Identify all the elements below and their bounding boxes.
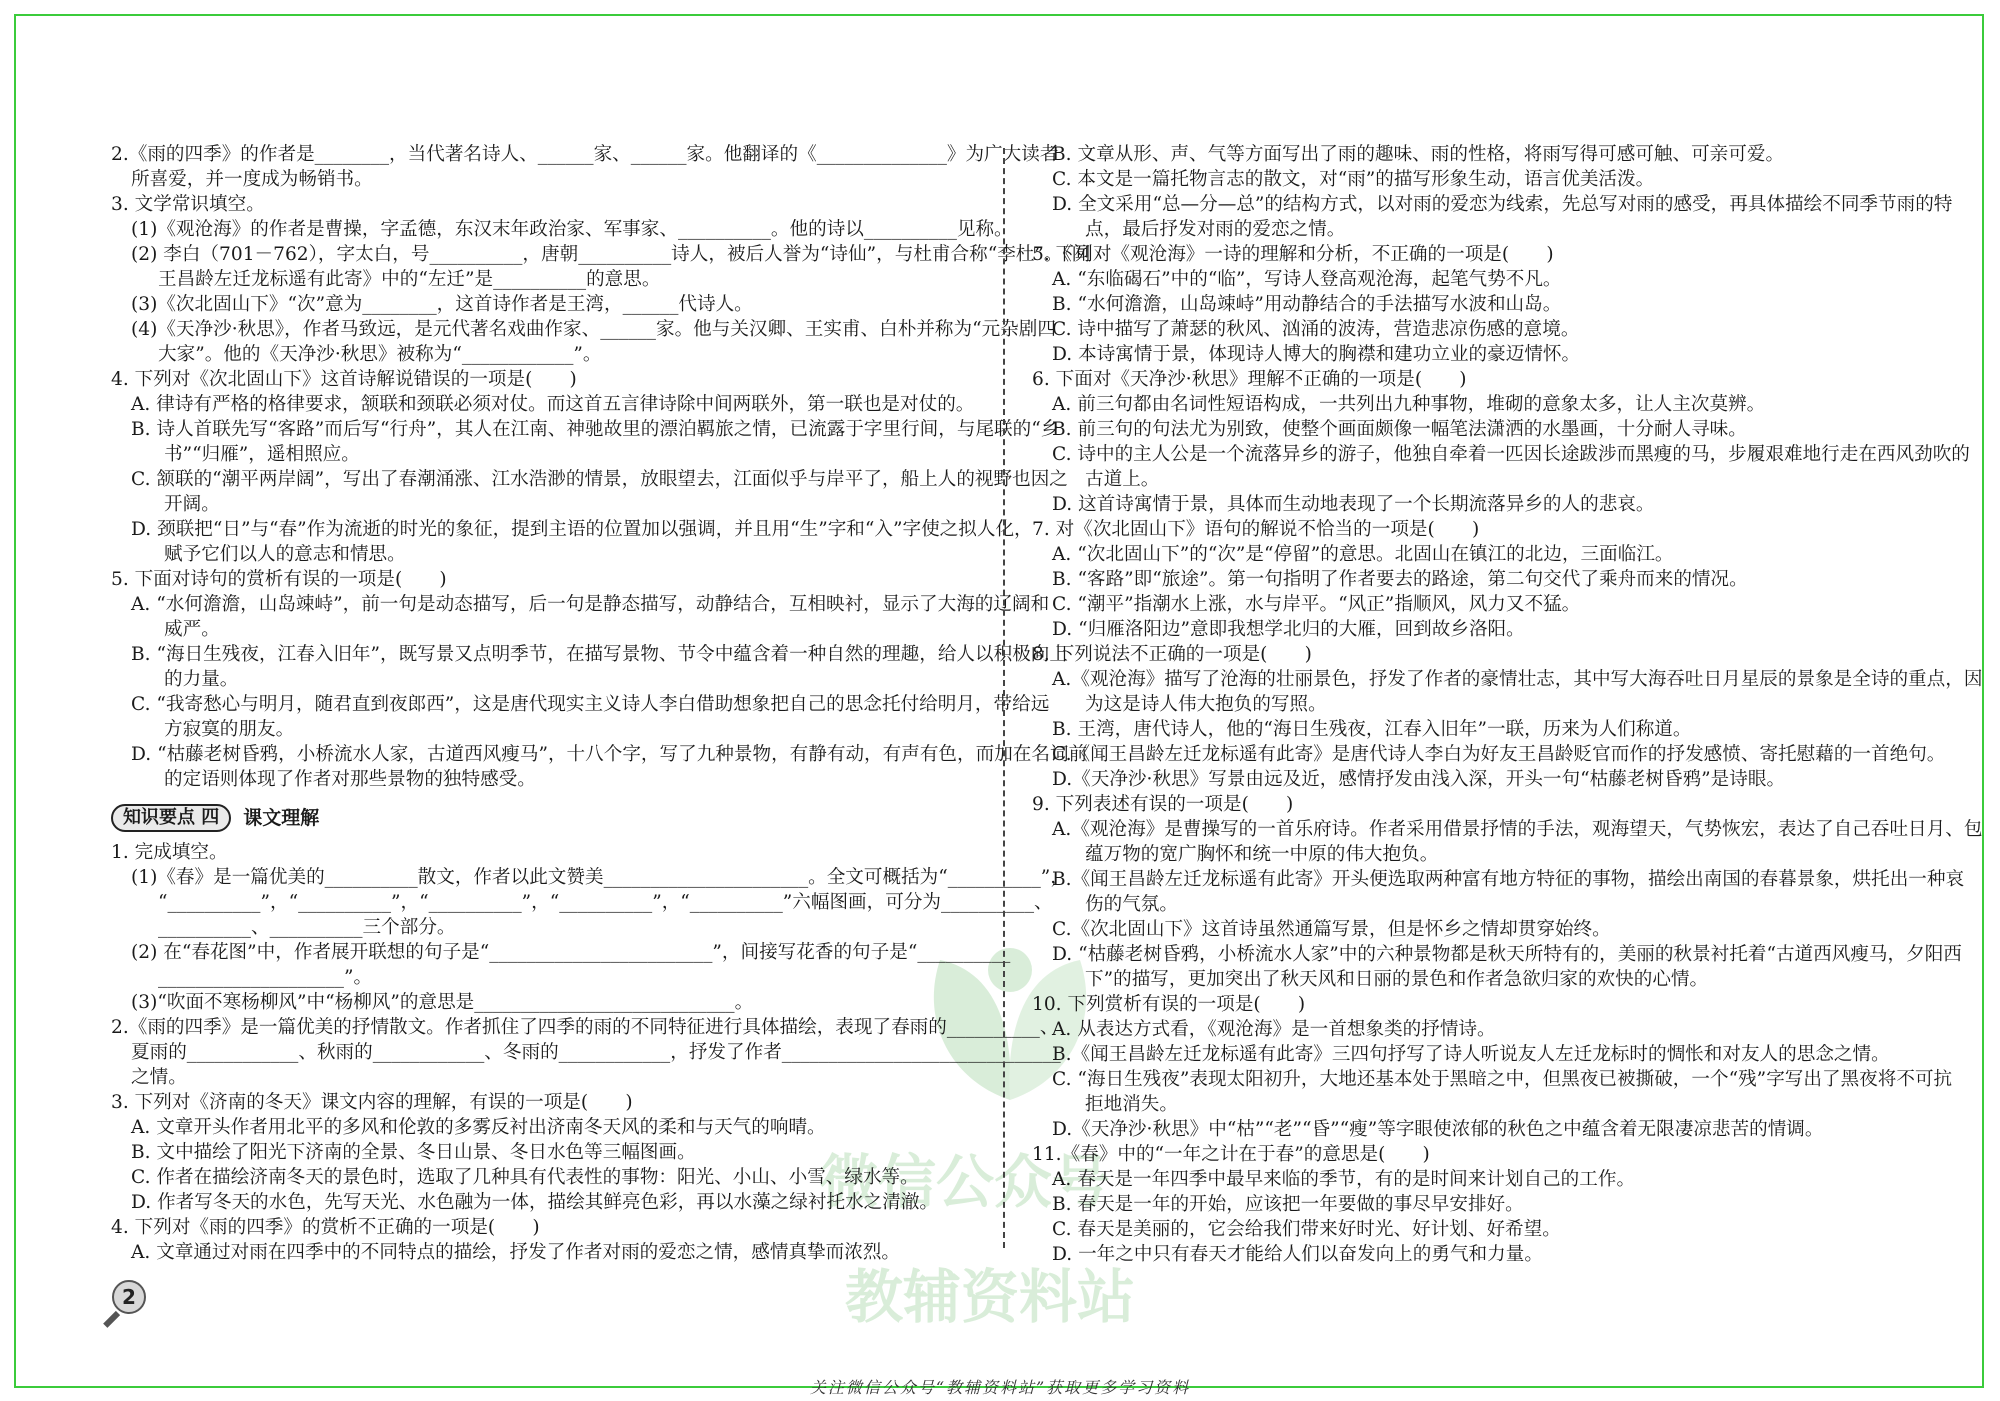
text-line: C.《闻王昌龄左迁龙标遥有此寄》是唐代诗人李白为好友王昌龄贬官而作的抒发感愤、寄托慰藉的一首绝句。 [1052,744,1946,765]
watermark-line2: 教辅资料站 [845,1263,1136,1331]
text-line: (3)《次北固山下》“次”意为________，这首诗作者是王湾，______代诗人。 [131,294,753,315]
text-line: 2.《雨的四季》是一篇优美的抒情散文。作者抓住了四季的雨的不同特征进行具体描绘，表现了春雨的__________、 [111,1017,1059,1038]
text-line: A. 文章通过对雨在四季中的不同特点的描绘，抒发了作者对雨的爱恋之情，感情真挚而浓烈。 [131,1242,901,1263]
text-line: A. 文章开头作者用北平的多风和伦敦的多雾反衬出济南冬天风的柔和与天气的响晴。 [131,1117,826,1138]
text-line: C. “海日生残夜”表现太阳初升，大地还基本处于黑暗之中，但黑夜已被撕破，一个“残”字写出了黑夜将不可抗 [1052,1069,1953,1090]
text-line: 王昌龄左迁龙标遥有此寄》中的“左迁”是__________的意思。 [158,269,661,290]
text-line: 8. 下列说法不正确的一项是( ) [1032,644,1312,665]
text-line: 3. 文学常识填空。 [111,194,265,215]
text-line: D. “枯藤老树昏鸦，小桥流水人家”中的六种景物都是秋天所特有的，美丽的秋景衬托着“古道西风瘦马，夕阳西 [1052,944,1962,965]
text-line: 3. 下列对《济南的冬天》课文内容的理解，有误的一项是( ) [111,1092,633,1113]
text-line: 2.《雨的四季》的作者是________，当代著名诗人、______家、______家。他翻译的《______________》为广大读者 [111,144,1059,165]
text-line: D. 这首诗寓情于景，具体而生动地表现了一个长期流落异乡的人的悲哀。 [1052,494,1655,515]
text-line: 6. 下面对《天净沙·秋思》理解不正确的一项是( ) [1032,369,1467,390]
text-line: 之情。 [131,1067,187,1088]
text-line: “__________”，“__________”，“__________”，“__________”，“__________”六幅图画，可分为__________、 [158,892,1053,913]
text-line: C. 诗中描写了萧瑟的秋风、汹涌的波涛，营造悲凉伤感的意境。 [1052,319,1580,340]
right-column [1032,142,1983,1267]
text-line: 下”的描写，更加突出了秋天风和日丽的景色和作者急欲归家的欢快的心情。 [1085,969,1709,990]
text-line: 9. 下列表述有误的一项是( ) [1032,794,1294,815]
text-line: ____________________”。 [158,967,373,988]
text-line: B. 文中描绘了阳光下济南的全景、冬日山景、冬日水色等三幅图画。 [131,1142,696,1163]
text-line: B. 文章从形、声、气等方面写出了雨的趣味、雨的性格，将雨写得可感可触、可亲可爱。 [1052,144,1785,165]
text-line: 方寂寞的朋友。 [164,719,295,740]
text-line: 11.《春》中的“一年之计在于春”的意思是( ) [1032,1144,1430,1165]
text-line: B. “海日生残夜，江春入旧年”，既写景又点明季节，在描写景物、节令中蕴含着一种自然的理趣，给人以积极向上 [131,644,1068,665]
text-line: A.《观沧海》是曹操写的一首乐府诗。作者采用借景抒情的手法，观海望天，气势恢宏，表达了自己吞吐日月、包 [1052,819,1983,840]
text-line: B. 王湾，唐代诗人，他的“海日生残夜，江春入旧年”一联，历来为人们称道。 [1052,719,1692,740]
text-line: A. “水何澹澹，山岛竦峙”，前一句是动态描写，后一句是静态描写，动静结合，互相映衬，显示了大海的辽阔和 [131,594,1050,615]
text-line: 的定语则体现了作者对那些景物的独特感受。 [164,769,536,790]
text-line: B. “客路”即“旅途”。第一句指明了作者要去的路途，第二句交代了乘舟而来的情况。 [1052,569,1748,590]
page-number: 2 [112,1280,146,1314]
text-line: 夏雨的____________、秋雨的____________、冬雨的____________，抒发了作者______________________________ [131,1042,1061,1063]
text-line: 点，最后抒发对雨的爱恋之情。 [1085,219,1346,240]
text-line: C. 春天是美丽的，它会给我们带来好时光、好计划、好希望。 [1052,1219,1561,1240]
text-line: D. “归雁洛阳边”意即我想学北归的大雁，回到故乡洛阳。 [1052,619,1525,640]
text-line: 7. 对《次北固山下》语句的解说不恰当的一项是( ) [1032,519,1480,540]
text-line: A. 律诗有严格的格律要求，颔联和颈联必须对仗。而这首五言律诗除中间两联外，第一联也是对仗的。 [131,394,975,415]
magnifier-handle-icon [103,1311,120,1328]
text-line: 5. 下面对诗句的赏析有误的一项是( ) [111,569,447,590]
text-line: 4. 下列对《雨的四季》的赏析不正确的一项是( ) [111,1217,540,1238]
text-line: 1. 完成填空。 [111,842,228,863]
text-line: 10. 下列赏析有误的一项是( ) [1032,994,1306,1015]
text-line: D. 本诗寓情于景，体现诗人博大的胸襟和建功立业的豪迈情怀。 [1052,344,1581,365]
text-line: C. “我寄愁心与明月，随君直到夜郎西”，这是唐代现实主义诗人李白借助想象把自己的思念托付给明月，带给远 [131,694,1050,715]
text-line: 蕴万物的宽广胸怀和统一中原的伟大抱负。 [1085,844,1439,865]
text-line: (1)《观沧海》的作者是曹操，字孟德，东汉末年政治家、军事家、__________。他的诗以__________见称。 [131,219,1013,240]
text-line: A. 前三句都由名词性短语构成，一共列出九种事物，堆砌的意象太多，让人主次莫辨。 [1052,394,1766,415]
text-line: (1)《春》是一篇优美的__________散文，作者以此文赞美______________________。全文可概括为“__________”， [131,867,1069,888]
text-line: D.《天净沙·秋思》写景由远及近，感情抒发由浅入深，开头一句“枯藤老树昏鸦”是诗眼。 [1052,769,1786,790]
text-line: 书”“归雁”，遥相照应。 [164,444,360,465]
text-line: A. “次北固山下”的“次”是“停留”的意思。北固山在镇江的北边，三面临江。 [1052,544,1674,565]
text-line: (2) 在“春花图”中，作者展开联想的句子是“________________________”，间接写花香的句子是“__________ [131,942,1011,963]
text-line: C. 诗中的主人公是一个流落异乡的游子，他独自牵着一匹因长途跋涉而黑瘦的马，步履艰难地行走在西风劲吹的 [1052,444,1970,465]
text-line: D. 全文采用“总—分—总”的结构方式，以对雨的爱恋为线索，先总写对雨的感受，再具体描绘不同季节雨的特 [1052,194,1953,215]
text-line: D. 颈联把“日”与“春”作为流逝的时光的象征，提到主语的位置加以强调，并且用“生”字和“入”字使之拟人化， [131,519,1033,540]
text-line: 威严。 [164,619,220,640]
left-column [111,142,1091,1265]
text-line: C. 本文是一篇托物言志的散文，对“雨”的描写形象生动，语言优美活泼。 [1052,169,1655,190]
text-line: A.《观沧海》描写了沧海的壮丽景色，抒发了作者的豪情壮志，其中写大海吞吐日月星辰的景象是全诗的重点，因 [1052,669,1983,690]
text-line: 拒地消失。 [1085,1094,1178,1115]
text-line: B. 春天是一年的开始，应该把一年要做的事尽早安排好。 [1052,1194,1524,1215]
knowledge-point-badge: 知识要点 四 [111,804,231,832]
page-number-badge [100,1280,150,1330]
text-line: B.《闻王昌龄左迁龙标遥有此寄》三四句抒写了诗人听说友人左迁龙标时的惆怅和对友人的思念之情。 [1052,1044,1890,1065]
text-line: __________、__________三个部分。 [158,917,456,938]
text-line: B.《闻王昌龄左迁龙标遥有此寄》开头便选取两种富有地方特征的事物，描绘出南国的春暮景象，烘托出一种哀 [1052,869,1965,890]
text-line: A. 从表达方式看，《观沧海》是一首想象类的抒情诗。 [1052,1019,1496,1040]
text-line: A. “东临碣石”中的“临”，写诗人登高观沧海，起笔气势不凡。 [1052,269,1562,290]
text-line: 4. 下列对《次北固山下》这首诗解说错误的一项是( ) [111,369,577,390]
text-line: 的力量。 [164,669,239,690]
text-line: C. 作者在描绘济南冬天的景色时，选取了几种具有代表性的事物：阳光、小山、小雪、绿水等。 [131,1167,919,1188]
knowledge-point-header [111,804,977,832]
text-line: 古道上。 [1085,469,1160,490]
text-line: (4)《天净沙·秋思》，作者马致远，是元代著名戏曲作家、______家。他与关汉卿、王实甫、白朴并称为“元杂剧四 [131,319,1056,340]
text-line: 大家”。他的《天净沙·秋思》被称为“____________”。 [158,344,602,365]
text-line: C. 颔联的“潮平两岸阔”，写出了春潮涌涨、江水浩渺的情景，放眼望去，江面似乎与岸平了，船上人的视野也因之 [131,469,1068,490]
column-divider [1003,148,1005,1248]
text-line: C. “潮平”指潮水上涨，水与岸平。“风正”指顺风，风力又不猛。 [1052,594,1581,615]
text-line: D.《天净沙·秋思》中“枯”“老”“昏”“瘦”等字眼使浓郁的秋色之中蕴含着无限凄凉悲苦的情调。 [1052,1119,1824,1140]
knowledge-point-title: 课文理解 [243,806,320,829]
text-line: A. 春天是一年四季中最早来临的季节，有的是时间来计划自己的工作。 [1052,1169,1636,1190]
footer-note: 关注微信公众号“教辅资料站”获取更多学习资料 [809,1378,1191,1397]
watermark-line1: 微信公众号 [820,1148,1111,1216]
text-line: 赋予它们以人的意志和情思。 [164,544,406,565]
text-line: D. 一年之中只有春天才能给人们以奋发向上的勇气和力量。 [1052,1244,1543,1265]
text-line: D. “枯藤老树昏鸦，小桥流水人家，古道西风瘦马”，十八个字，写了九种景物，有静有动，有声有色，而加在名词前 [131,744,1088,765]
text-line: B. “水何澹澹，山岛竦峙”用动静结合的手法描写水波和山岛。 [1052,294,1562,315]
text-line: 所喜爱，并一度成为畅销书。 [131,169,373,190]
text-line: (3)“吹面不寒杨柳风”中“杨柳风”的意思是____________________________。 [131,992,754,1013]
text-line: C.《次北固山下》这首诗虽然通篇写景，但是怀乡之情却贯穿始终。 [1052,919,1611,940]
text-line: 伤的气氛。 [1085,894,1178,915]
text-line: D. 作者写冬天的水色，先写天光、水色融为一体，描绘其鲜亮色彩，再以水藻之绿衬托水之清澈。 [131,1192,939,1213]
text-line: (2) 李白（701－762），字太白，号__________，唐朝__________诗人，被后人誉为“诗仙”，与杜甫合称“李杜”。《闻 [131,244,1091,265]
text-line: 开阔。 [164,494,220,515]
text-line: 为这是诗人伟大抱负的写照。 [1085,694,1327,715]
text-line: B. 前三句的句法尤为别致，使整个画面颇像一幅笔法潇洒的水墨画，十分耐人寻味。 [1052,419,1747,440]
text-line: 5. 下列对《观沧海》一诗的理解和分析，不正确的一项是( ) [1032,244,1554,265]
text-line: B. 诗人首联先写“客路”而后写“行舟”，其人在江南、神驰故里的漂泊羁旅之情，已流露于字里行间，与尾联的“乡 [131,419,1060,440]
